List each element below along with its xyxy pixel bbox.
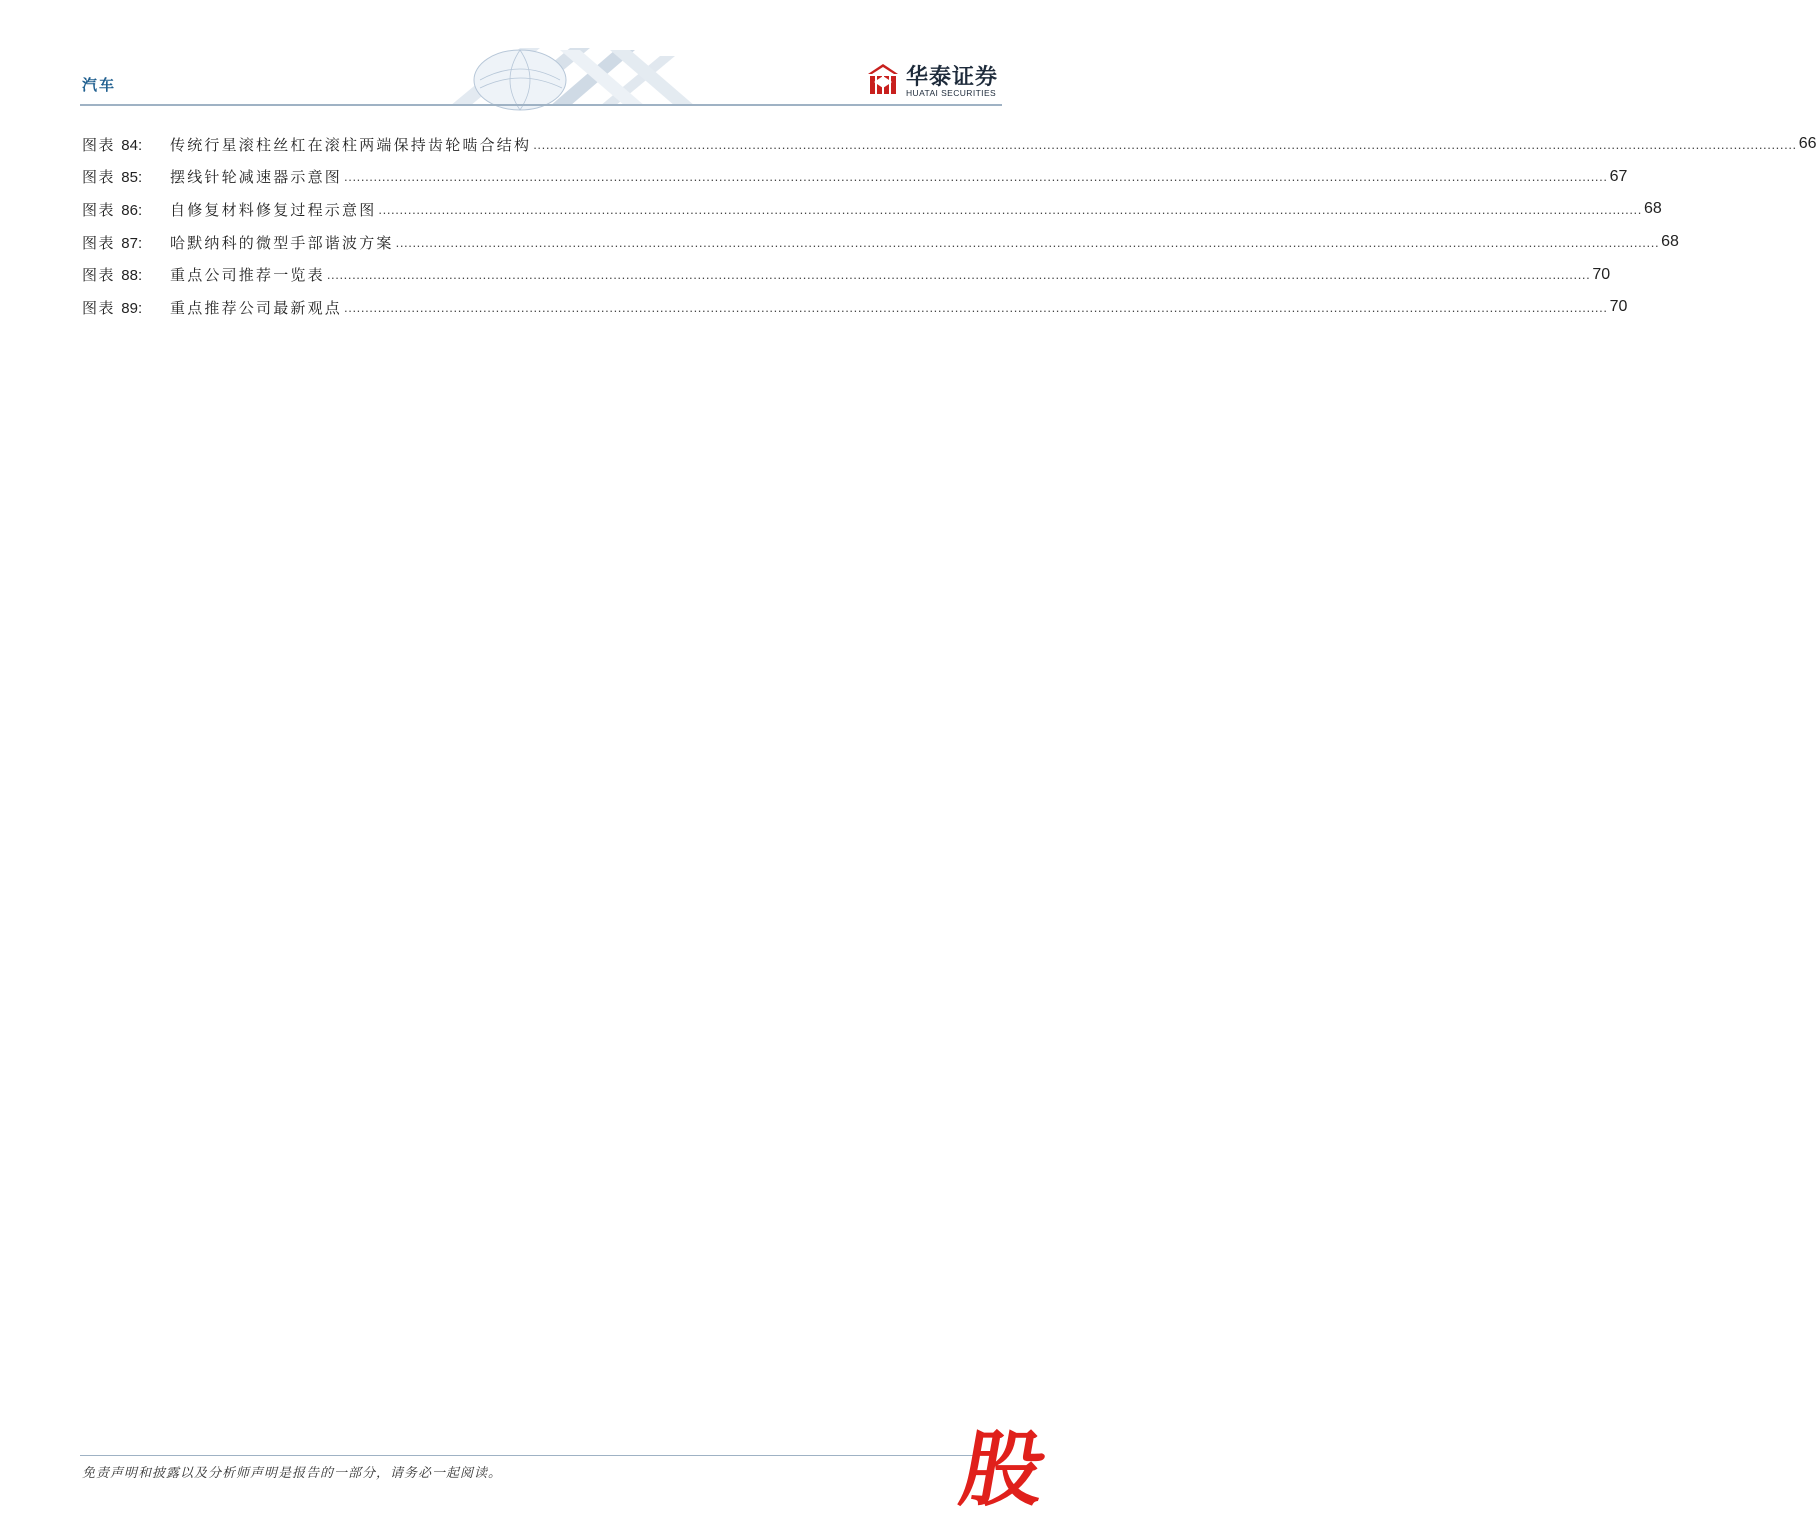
toc-entry[interactable] xyxy=(82,226,1679,259)
footer-disclaimer: 免责声明和披露以及分析师声明是报告的一部分，请务必一起阅读。 xyxy=(82,1466,503,1481)
page-header xyxy=(0,0,1080,110)
toc-entry-prefix: 图表 xyxy=(82,266,116,285)
toc-entry-prefix: 图表 xyxy=(82,200,116,219)
toc-entry[interactable] xyxy=(82,291,1628,324)
toc-entry-leader: ............................................................................................................................................................................................................................................................................................................ xyxy=(533,136,1797,152)
toc-entry[interactable] xyxy=(82,161,1628,194)
toc-entry-prefix: 图表 xyxy=(82,298,116,317)
huatai-logo-mark-icon xyxy=(866,62,900,96)
toc-entry-number: 87: xyxy=(121,234,143,252)
toc-entry-page: 67 xyxy=(1609,167,1628,185)
toc-entry-label xyxy=(82,166,170,187)
toc-entry-number: 89: xyxy=(121,299,143,317)
figure-list xyxy=(82,128,1817,324)
toc-entry-prefix: 图表 xyxy=(82,233,116,252)
logo-chinese-name: 华泰证券 xyxy=(906,65,999,90)
footer-divider xyxy=(80,1455,980,1456)
toc-entry-leader: ............................................................................................................................................................................................................................................................................................................ xyxy=(326,267,1591,283)
toc-entry-title: 重点推荐公司最新观点 xyxy=(170,298,343,317)
header-divider xyxy=(80,104,1002,106)
toc-entry-leader: ............................................................................................................................................................................................................................................................................................................ xyxy=(344,299,1608,315)
toc-entry-title: 重点公司推荐一览表 xyxy=(170,266,325,285)
toc-entry-number: 84: xyxy=(121,136,143,154)
toc-entry-page: 70 xyxy=(1592,265,1611,283)
section-label: 汽车 xyxy=(82,76,117,94)
toc-entry-label xyxy=(82,232,170,253)
toc-entry-title: 传统行星滚柱丝杠在滚柱两端保持齿轮啮合结构 xyxy=(170,135,532,154)
toc-entry-title: 摆线针轮减速器示意图 xyxy=(170,168,343,187)
toc-entry-title: 哈默纳科的微型手部谐波方案 xyxy=(170,233,394,252)
toc-entry-title: 自修复材料修复过程示意图 xyxy=(170,200,377,219)
toc-entry-label xyxy=(82,199,170,220)
toc-entry-leader: ............................................................................................................................................................................................................................................................................................................ xyxy=(395,234,1660,250)
toc-entry-number: 88: xyxy=(121,267,143,285)
toc-entry-leader: ............................................................................................................................................................................................................................................................................................................ xyxy=(378,201,1642,217)
toc-entry-leader: ............................................................................................................................................................................................................................................................................................................ xyxy=(344,169,1608,185)
logo-english-name: HUATAI SECURITIES xyxy=(906,88,997,98)
toc-entry-page: 68 xyxy=(1661,233,1679,251)
toc-entry-page: 70 xyxy=(1609,298,1628,316)
toc-entry-number: 86: xyxy=(121,201,143,219)
toc-entry-label xyxy=(82,297,170,318)
watermark-stamp xyxy=(953,1423,1062,1518)
toc-entry[interactable] xyxy=(82,128,1817,161)
toc-entry-page: 68 xyxy=(1643,200,1662,218)
toc-entry-label xyxy=(82,134,170,155)
toc-entry-prefix: 图表 xyxy=(82,135,116,154)
toc-entry-number: 85: xyxy=(121,169,143,187)
toc-entry-page: 66 xyxy=(1798,135,1817,153)
toc-entry[interactable] xyxy=(82,258,1611,291)
header-globe-graphic xyxy=(410,38,710,108)
watermark-stamp-char: 股 xyxy=(953,1423,1053,1518)
toc-entry[interactable] xyxy=(82,193,1662,226)
toc-entry-prefix: 图表 xyxy=(82,168,116,187)
toc-entry-label xyxy=(82,264,170,285)
huatai-logo xyxy=(866,60,1006,100)
